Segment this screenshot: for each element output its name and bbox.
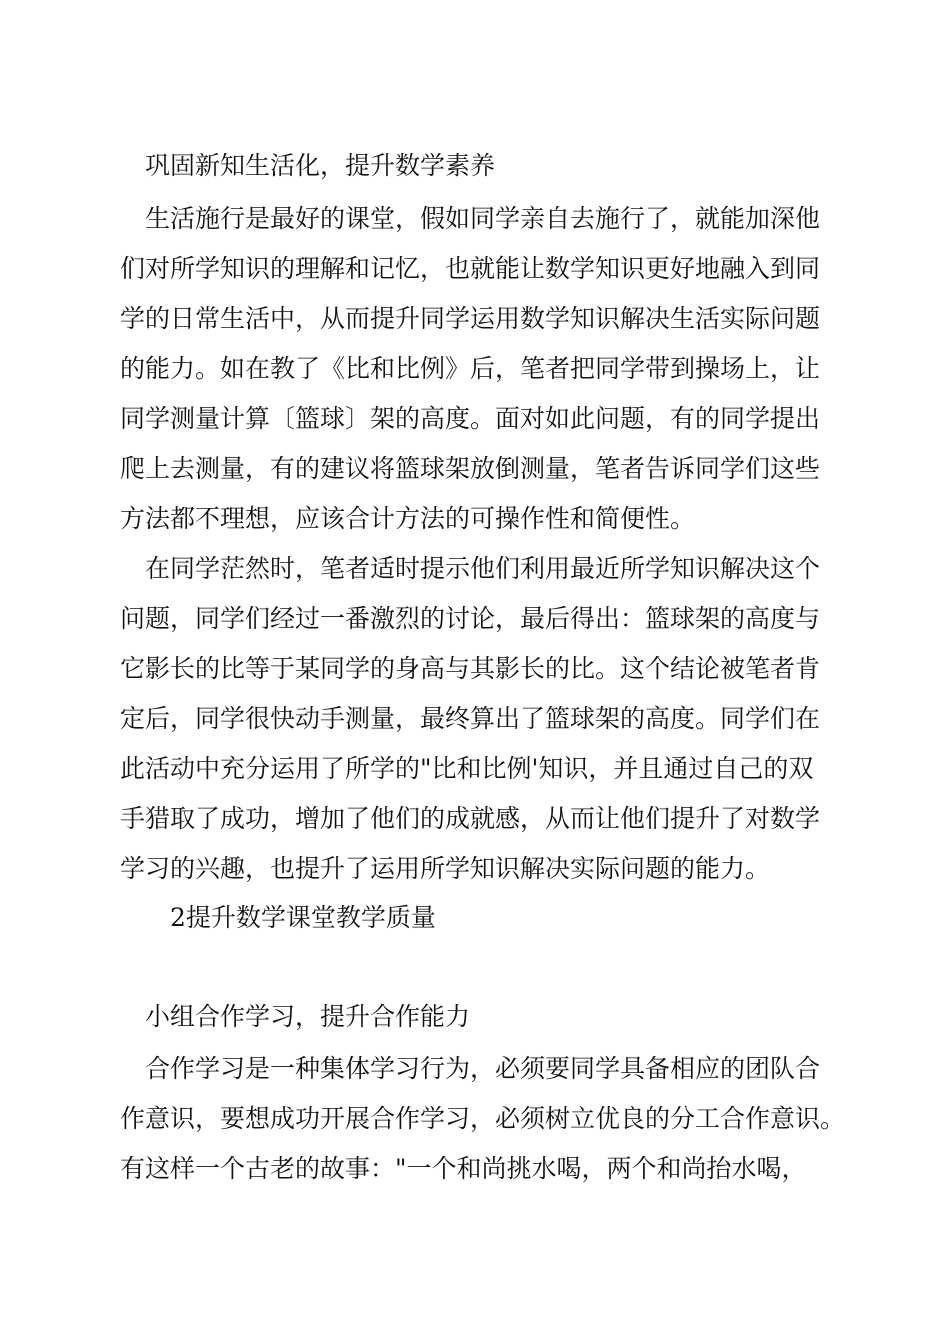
paragraph-line: 问题，同学们经过一番激烈的讨论，最后得出：篮球架的高度与 <box>120 604 821 633</box>
paragraph-line: 作意识，要想成功开展合作学习，必须树立优良的分工合作意识。 <box>120 1104 846 1133</box>
section-heading: 小组合作学习，提升合作能力 <box>145 1002 471 1031</box>
paragraph-line: 的能力。如在教了《比和比例》后，笔者把同学带到操场上，让 <box>120 354 821 383</box>
section-number-heading: 2提升数学课堂教学质量 <box>170 903 436 932</box>
paragraph-line: 同学测量计算〔篮球〕架的高度。面对如此问题，有的同学提出 <box>120 404 821 433</box>
paragraph-line: 学的日常生活中，从而提升同学运用数学知识解决生活实际问题 <box>120 304 821 333</box>
paragraph-line: 手猎取了成功，增加了他们的成就感，从而让他们提升了对数学 <box>120 804 821 833</box>
paragraph-line: 学习的兴趣，也提升了运用所学知识解决实际问题的能力。 <box>120 854 771 883</box>
paragraph-line: 它影长的比等于某同学的身高与其影长的比。这个结论被笔者肯 <box>120 654 821 683</box>
paragraph-line: 在同学茫然时，笔者适时提示他们利用最近所学知识解决这个 <box>145 554 821 583</box>
paragraph-line: 此活动中充分运用了所学的"比和比例'知识，并且通过自己的双 <box>120 754 814 783</box>
section-heading: 巩固新知生活化，提升数学素养 <box>145 151 496 180</box>
paragraph-line: 生活施行是最好的课堂，假如同学亲自去施行了，就能加深他 <box>145 204 821 233</box>
paragraph-line: 爬上去测量，有的建议将篮球架放倒测量，笔者告诉同学们这些 <box>120 454 821 483</box>
paragraph-line: 有这样一个古老的故事："一个和尚挑水喝，两个和尚抬水喝， <box>120 1154 807 1183</box>
paragraph-line: 合作学习是一种集体学习行为，必须要同学具备相应的团队合 <box>145 1054 821 1083</box>
paragraph-line: 方法都不理想，应该合计方法的可操作性和简便性。 <box>120 504 696 533</box>
paragraph-line: 们对所学知识的理解和记忆，也就能让数学知识更好地融入到同 <box>120 254 821 283</box>
paragraph-line: 定后，同学很快动手测量，最终算出了篮球架的高度。同学们在 <box>120 704 821 733</box>
